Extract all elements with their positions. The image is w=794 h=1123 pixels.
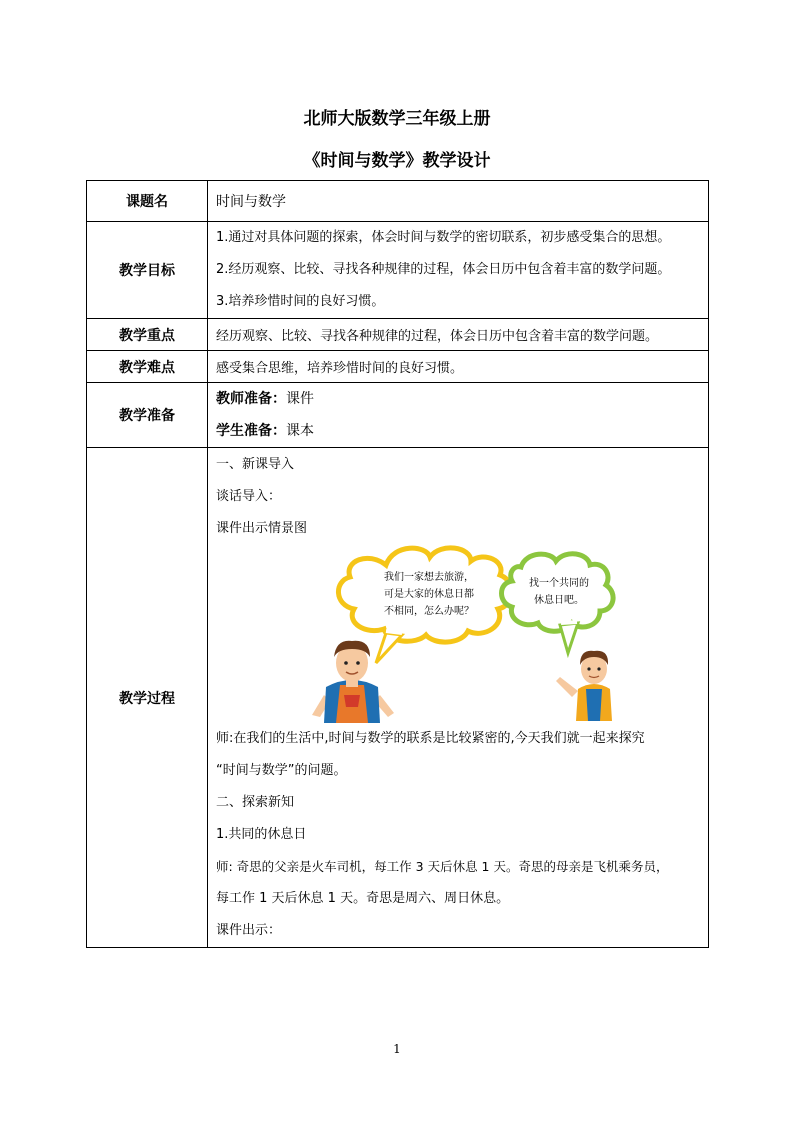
child-figure — [556, 651, 612, 721]
student-prep-value: 课本 — [286, 423, 314, 439]
topic-label: 课题名 — [87, 181, 208, 222]
key-point-value: 经历观察、比较、寻找各种规律的过程，体会日历中包含着丰富的数学问题。 — [208, 319, 709, 351]
process-line: “时间与数学”的问题。 — [216, 763, 347, 778]
document-title: 北师大版数学三年级上册 — [303, 109, 491, 129]
process-line: 课件出示情景图 — [216, 521, 308, 536]
process-line: 师:在我们的生活中,时间与数学的联系是比较紧密的,今天我们就一起来探究 — [216, 731, 645, 746]
row-goals — [87, 222, 709, 319]
key-point-label: 教学重点 — [87, 319, 208, 351]
process-line: 一、新课导入 — [216, 457, 295, 472]
difficulty-label: 教学难点 — [87, 351, 208, 383]
row-key-point — [87, 319, 709, 351]
process-line: 谈话导入： — [216, 489, 282, 504]
goal-item: 1.通过对具体问题的探索，体会时间与数学的密切联系，初步感受集合的思想。 — [216, 230, 671, 245]
process-line: 每工作 1 天后休息 1 天。奇思是周六、周日休息。 — [216, 891, 510, 906]
row-process — [87, 448, 709, 948]
bubble-right-line: 休息日吧。 — [534, 595, 584, 606]
process-content — [208, 448, 709, 948]
row-difficulty — [87, 351, 709, 383]
bubble-left-line: 不相同，怎么办呢？ — [384, 606, 474, 617]
bubble-left-line: 我们一家想去旅游， — [384, 572, 474, 583]
bubble-right-line: 找一个共同的 — [529, 578, 589, 589]
student-prep-label: 学生准备： — [216, 423, 286, 439]
document-subtitle: 《时间与数学》教学设计 — [303, 151, 491, 171]
goal-item: 2.经历观察、比较、寻找各种规律的过程，体会日历中包含着丰富的数学问题。 — [216, 262, 671, 277]
process-line: 课件出示： — [216, 923, 282, 938]
bubble-left-text — [366, 569, 492, 620]
preparation-content — [208, 383, 709, 448]
lesson-plan-table — [86, 180, 709, 948]
difficulty-value: 感受集合思维，培养珍惜时间的良好习惯。 — [208, 351, 709, 383]
goals-label: 教学目标 — [87, 222, 208, 319]
process-line: 1.共同的休息日 — [216, 827, 307, 842]
teacher-prep-label: 教师准备： — [216, 391, 286, 407]
scene-illustration — [216, 545, 704, 723]
teacher-prep-value: 课件 — [286, 391, 314, 407]
bubble-left-line: 可是大家的休息日都 — [384, 589, 474, 600]
process-line: 二、探索新知 — [216, 795, 295, 810]
topic-value: 时间与数学 — [208, 181, 709, 222]
bubble-right-text — [512, 575, 606, 609]
goal-item: 3.培养珍惜时间的良好习惯。 — [216, 294, 385, 309]
goals-content — [208, 222, 709, 319]
process-label: 教学过程 — [87, 448, 208, 948]
process-line: 师: 奇思的父亲是火车司机，每工作 3 天后休息 1 天。奇思的母亲是飞机乘务员， — [216, 859, 669, 874]
student-prep — [216, 415, 704, 447]
teacher-prep — [216, 383, 704, 415]
row-topic — [87, 181, 709, 222]
row-preparation — [87, 383, 709, 448]
page-number: 1 — [393, 1042, 401, 1056]
preparation-label: 教学准备 — [87, 383, 208, 448]
